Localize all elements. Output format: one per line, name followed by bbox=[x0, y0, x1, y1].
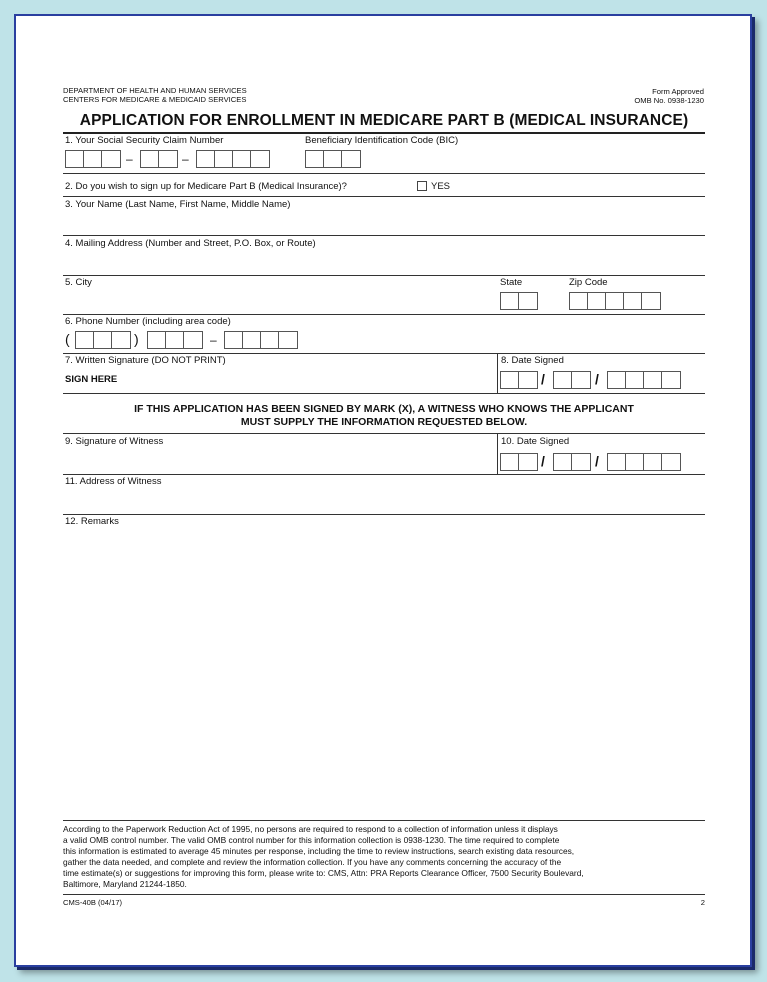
zip-input[interactable] bbox=[569, 292, 661, 310]
paren-close: ) bbox=[134, 331, 139, 347]
divider-7-8 bbox=[497, 353, 498, 393]
rule-1 bbox=[63, 173, 705, 174]
date-signed-day[interactable] bbox=[553, 371, 591, 389]
date-signed-month[interactable] bbox=[500, 371, 538, 389]
field-12-label: 12. Remarks bbox=[65, 516, 119, 527]
notice-line: a valid OMB control number. The valid OMB control number for this information collection is 0938-1230. The time required to complete bbox=[63, 835, 560, 846]
bic-label: Beneficiary Identification Code (BIC) bbox=[305, 135, 459, 146]
witness-date-year[interactable] bbox=[607, 453, 681, 471]
field-5-label: 5. City bbox=[65, 277, 92, 288]
ssn-part-2[interactable] bbox=[140, 150, 178, 168]
field-10-label: 10. Date Signed bbox=[501, 436, 570, 447]
witness-date-month[interactable] bbox=[500, 453, 538, 471]
date-signed-year[interactable] bbox=[607, 371, 681, 389]
ssn-dash-2: – bbox=[182, 152, 189, 166]
notice-line: time estimate(s) or suggestions for improving this form, please write to: CMS, Attn: PRA Reports Clearance Officer, 7500 Security Boulevard, bbox=[63, 868, 584, 879]
field-6-label: 6. Phone Number (including area code) bbox=[65, 316, 231, 327]
field-4-label: 4. Mailing Address (Number and Street, P.O. Box, or Route) bbox=[65, 238, 316, 249]
rule-8 bbox=[63, 433, 705, 434]
field-11-label: 11. Address of Witness bbox=[65, 476, 162, 487]
form-number: CMS-40B (04/17) bbox=[63, 898, 123, 907]
witness-notice-line-1: IF THIS APPLICATION HAS BEEN SIGNED BY MARK (X), A WITNESS WHO KNOWS THE APPLICANT bbox=[134, 403, 634, 415]
field-2-label: 2. Do you wish to sign up for Medicare Part B (Medical Insurance)? bbox=[65, 181, 347, 192]
state-label: State bbox=[500, 277, 523, 288]
dept-line-2: CENTERS FOR MEDICARE & MEDICAID SERVICES bbox=[63, 95, 247, 104]
title-rule bbox=[63, 132, 705, 134]
field-3-label: 3. Your Name (Last Name, First Name, Middle Name) bbox=[65, 199, 291, 210]
omb-number: OMB No. 0938-1230 bbox=[634, 96, 704, 105]
page-title: APPLICATION FOR ENROLLMENT IN MEDICARE PART B (MEDICAL INSURANCE) bbox=[79, 112, 689, 129]
area-code-input[interactable] bbox=[75, 331, 131, 349]
ssn-part-3[interactable] bbox=[196, 150, 270, 168]
rule-9 bbox=[63, 474, 705, 475]
field-8-label: 8. Date Signed bbox=[501, 355, 564, 366]
rule-4 bbox=[63, 275, 705, 276]
rule-10 bbox=[63, 514, 705, 515]
date-slash-1: / bbox=[541, 371, 545, 387]
zip-label: Zip Code bbox=[569, 277, 608, 288]
phone-prefix-input[interactable] bbox=[147, 331, 203, 349]
notice-line: According to the Paperwork Reduction Act of 1995, no persons are required to respond to a collection of information unless it displays bbox=[63, 824, 558, 834]
ssn-dash-1: – bbox=[126, 152, 133, 166]
remarks-area[interactable] bbox=[63, 530, 705, 818]
rule-6 bbox=[63, 353, 705, 354]
form-approved: Form Approved bbox=[652, 87, 704, 96]
witness-notice-line-2: MUST SUPPLY THE INFORMATION REQUESTED BELOW. bbox=[240, 416, 528, 428]
witness-date-slash-1: / bbox=[541, 453, 545, 469]
ssn-part-1[interactable] bbox=[65, 150, 121, 168]
witness-date-slash-2: / bbox=[595, 453, 599, 469]
state-input[interactable] bbox=[500, 292, 538, 310]
paren-open: ( bbox=[65, 331, 70, 347]
rule-5 bbox=[63, 314, 705, 315]
date-slash-2: / bbox=[595, 371, 599, 387]
notice-rule-bottom bbox=[63, 894, 705, 895]
paperwork-notice bbox=[63, 824, 705, 891]
phone-line-input[interactable] bbox=[224, 331, 298, 349]
notice-rule-top bbox=[63, 820, 705, 821]
witness-date-day[interactable] bbox=[553, 453, 591, 471]
phone-dash: – bbox=[210, 333, 217, 347]
field-9-label: 9. Signature of Witness bbox=[65, 436, 164, 447]
bic-input[interactable] bbox=[305, 150, 361, 168]
rule-3 bbox=[63, 235, 705, 236]
field-7-label: 7. Written Signature (DO NOT PRINT) bbox=[65, 355, 226, 366]
yes-checkbox[interactable] bbox=[417, 181, 427, 191]
notice-line: Baltimore, Maryland 21244-1850. bbox=[63, 879, 187, 890]
rule-2 bbox=[63, 196, 705, 197]
page-number: 2 bbox=[700, 898, 705, 907]
dept-line-1: DEPARTMENT OF HEALTH AND HUMAN SERVICES bbox=[63, 86, 247, 95]
notice-line: gather the data needed, and complete and review the information collection. If you have any comments concerning the accuracy of the bbox=[63, 857, 562, 868]
divider-9-10 bbox=[497, 433, 498, 475]
yes-label: YES bbox=[431, 181, 451, 192]
rule-7 bbox=[63, 393, 705, 394]
notice-line: this information is estimated to average 45 minutes per response, including the time to review instructions, search existing data resources, bbox=[63, 846, 575, 857]
field-1-label: 1. Your Social Security Claim Number bbox=[65, 135, 224, 146]
sign-here-label: SIGN HERE bbox=[65, 374, 118, 385]
